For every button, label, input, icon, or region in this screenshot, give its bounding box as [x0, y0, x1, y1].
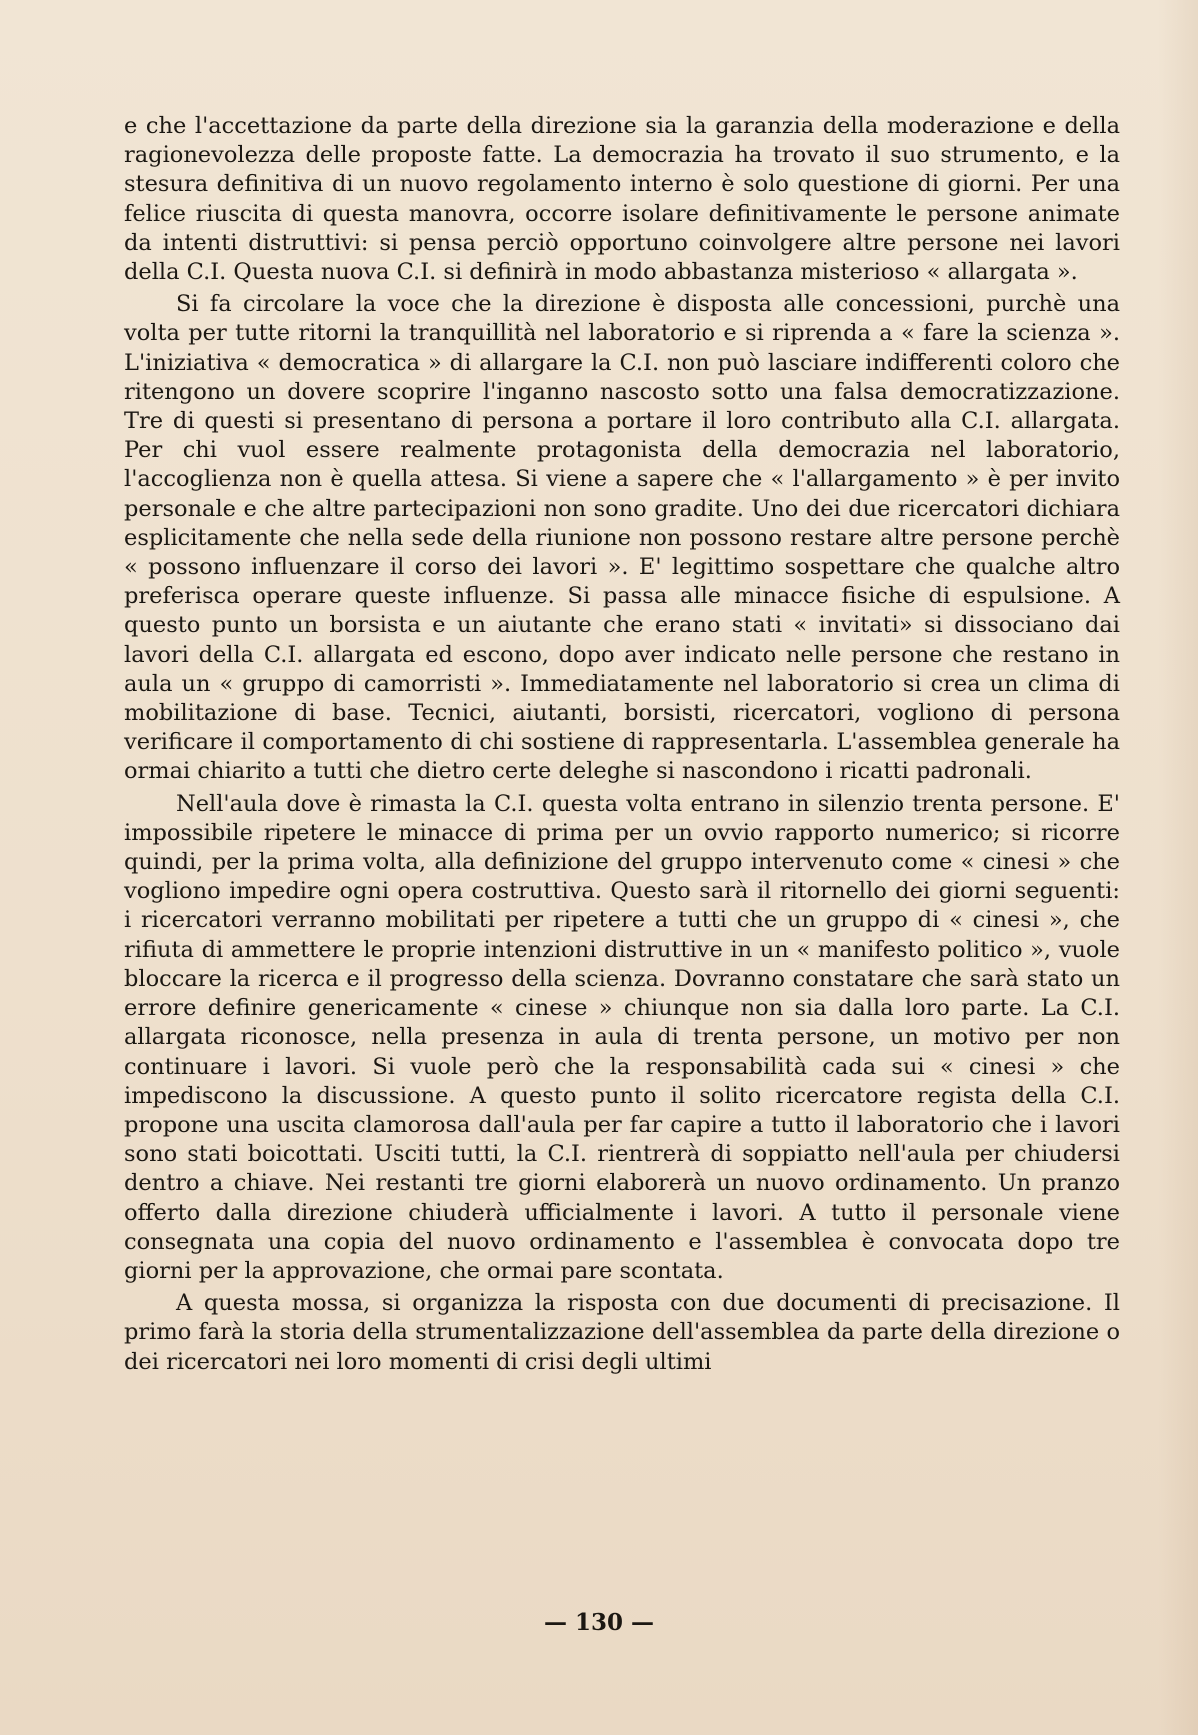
page-number: — 130 — — [543, 1609, 655, 1636]
paragraph-1: e che l'accettazione da parte della direzione sia la garanzia della moderazione e della ragionevolezza delle proposte fatte. La democrazia ha trovato il suo strumento, e la stesura definitiva di un nuovo regolamento interno è solo questione di giorni. Per una felice riuscita di questa manovra, occorre isolare definitivamente le persone animate da intenti distruttivi: si pensa perciò opportuno coinvolgere altre persone nei lavori della C.I. Questa nuova C.I. si definirà in modo abbastanza misterioso « allargata ». — [124, 113, 1120, 286]
paragraph-2: Si fa circolare la voce che la direzione è disposta alle concessioni, purchè una volta per tutte ritorni la tranquillità nel laboratorio e si riprenda a « fare la scienza ». L'iniziativa « democratica » di allargare la C.I. non può lasciare indifferenti coloro che ritengono un dovere scoprire l'inganno nascosto sotto una falsa democratizzazione. Tre di questi si presentano di persona a portare il loro contributo alla C.I. allargata. Per chi vuol essere realmente protagonista della democrazia nel laboratorio, l'accoglienza non è quella attesa. Si viene a sapere che « l'allargamento » è per invito personale e che altre partecipazioni non sono gradite. Uno dei due ricercatori dichiara esplicitamente che nella sede della riunione non possono restare altre persone perchè « possono influenzare il corso dei lavori ». E' legittimo sospettare che qualche altro preferisca operare queste influenze. Si passa alle minacce fisiche di espulsione. A questo punto un borsista e un aiutante che erano stati « invitati» si dissociano dai lavori della C.I. allargata ed escono, dopo aver indicato nelle persone che restano in aula un « gruppo di camorristi ». Immediatamente nel laboratorio si crea un clima di mobilitazione di base. Tecnici, aiutanti, borsisti, ricercatori, vogliono di persona verificare il comportamento di chi sostiene di rappresentarla. L'assemblea generale ha ormai chiarito a tutti che dietro certe deleghe si nascondono i ricatti padronali. — [124, 291, 1120, 785]
paragraph-3: Nell'aula dove è rimasta la C.I. questa volta entrano in silenzio trenta persone. E' impossibile ripetere le minacce di prima per un ovvio rapporto numerico; si ricorre quindi, per la prima volta, alla definizione del gruppo intervenuto come « cinesi » che vogliono impedire ogni opera costruttiva. Questo sarà il ritornello dei giorni seguenti: i ricercatori verranno mobilitati per ripetere a tutti che un gruppo di « cinesi », che rifiuta di ammettere le proprie intenzioni distruttive in un « manifesto politico », vuole bloccare la ricerca e il progresso della scienza. Dovranno constatare che sarà stato un errore definire genericamente « cinese » chiunque non sia dalla loro parte. La C.I. allargata riconosce, nella presenza in aula di trenta persone, un motivo per non continuare i lavori. Si vuole però che la responsabilità cada sui « cinesi » che impediscono la discussione. A questo punto il solito ricercatore regista della C.I. propone una uscita clamorosa dall'aula per far capire a tutto il laboratorio che i lavori sono stati boicottati. Usciti tutti, la C.I. rientrerà di soppiatto nell'aula per chiudersi dentro a chiave. Nei restanti tre giorni elaborerà un nuovo ordinamento. Un pranzo offerto dalla direzione chiuderà ufficialmente i lavori. A tutto il personale viene consegnata una copia del nuovo ordinamento e l'assemblea è convocata dopo tre giorni per la approvazione, che ormai pare scontata. — [124, 790, 1120, 1284]
paragraph-4: A questa mossa, si organizza la risposta con due documenti di precisazione. Il primo farà la storia della strumentalizzazione dell'assemblea da parte della direzione o dei ricercatori nei loro momenti di crisi degli ultimi — [124, 1290, 1120, 1375]
body-text — [124, 112, 1120, 1380]
